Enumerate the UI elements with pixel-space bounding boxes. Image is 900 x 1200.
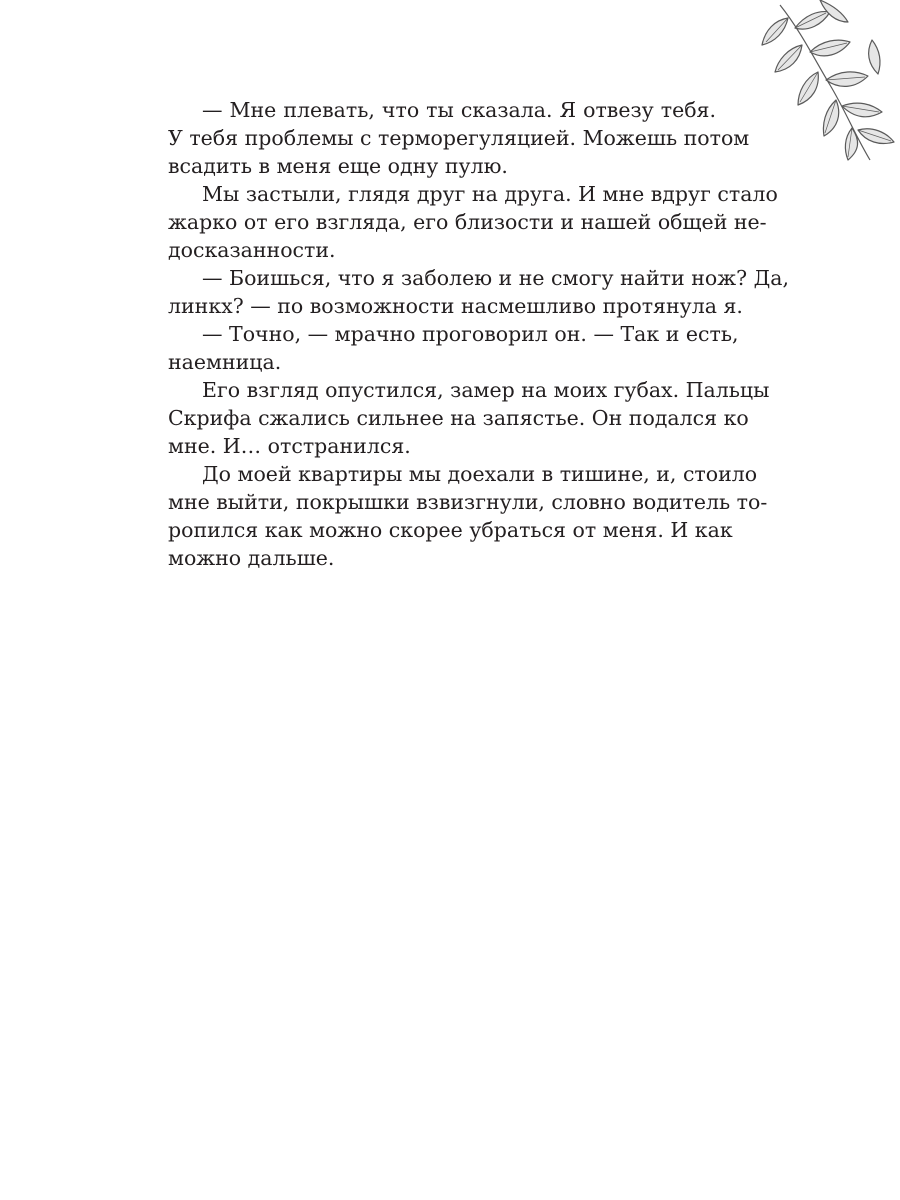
text-line: Мы застыли, глядя друг на друга. И мне вдруг стало <box>202 182 778 206</box>
text-line: У тебя проблемы с терморегуляцией. Можешь потом <box>168 126 750 150</box>
paragraph-5 <box>168 376 770 460</box>
text-line: линкх? — по возможности насмешливо протянула я. <box>168 294 743 318</box>
text-line: До моей квартиры мы доехали в тишине, и, стоило <box>202 462 758 486</box>
text-line: досказанности. <box>168 238 336 262</box>
text-line: ропился как можно скорее убраться от меня. И как <box>168 518 733 542</box>
text-line: мне. И… отстранился. <box>168 434 411 458</box>
text-line: жарко от его взгляда, его близости и нашей общей не- <box>168 210 767 234</box>
paragraph-4 <box>168 320 739 376</box>
paragraph-3 <box>168 264 789 320</box>
text-line: наемница. <box>168 350 282 374</box>
text-line: всадить в меня еще одну пулю. <box>168 154 508 178</box>
paragraph-6 <box>168 460 768 572</box>
leaf-branch-ornament <box>760 0 900 165</box>
text-line: — Точно, — мрачно проговорил он. — Так и есть, <box>202 322 739 346</box>
text-line: Скрифа сжались сильнее на запястье. Он подался ко <box>168 406 749 430</box>
paragraph-2 <box>168 180 778 264</box>
text-line: мне выйти, покрышки взвизгнули, словно водитель то- <box>168 490 768 514</box>
body-text <box>168 96 789 572</box>
text-line: можно дальше. <box>168 546 335 570</box>
text-line: — Мне плевать, что ты сказала. Я отвезу тебя. <box>202 98 716 122</box>
paragraph-1 <box>168 96 750 180</box>
text-line: — Боишься, что я заболею и не смогу найти нож? Да, <box>202 266 789 290</box>
text-line: Его взгляд опустился, замер на моих губах. Пальцы <box>202 378 770 402</box>
